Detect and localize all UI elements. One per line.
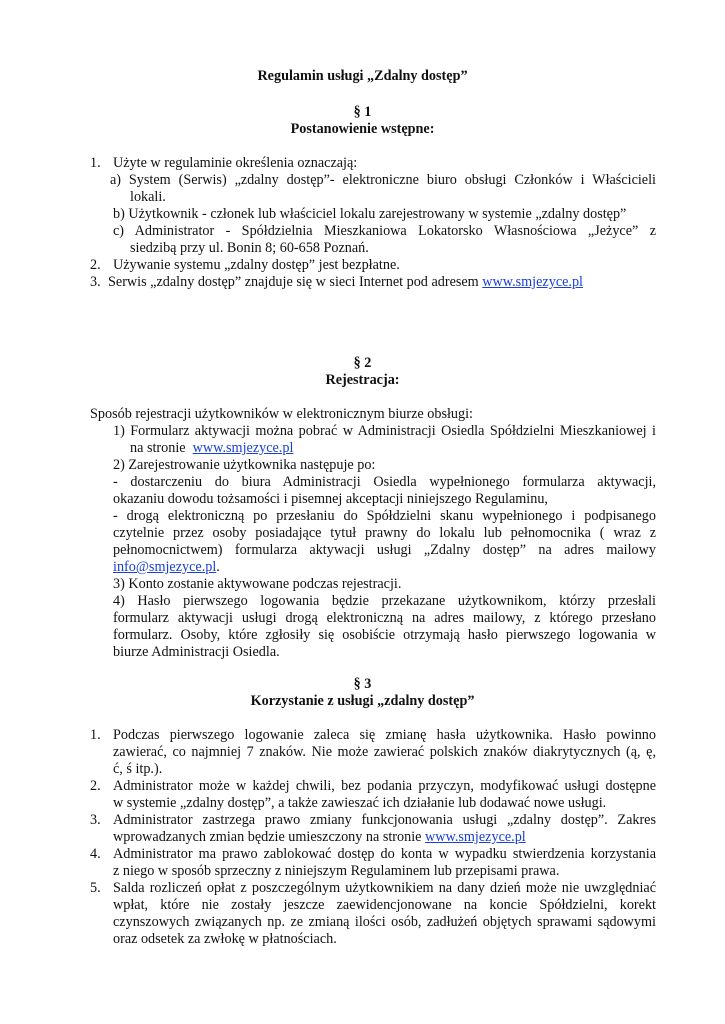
section-1-heading: Postanowienie wstępne: (290, 121, 435, 137)
website-link-changes[interactable]: www.smjezyce.pl (425, 829, 526, 845)
s2-dash-2-line-4: info@smjezyce.pl. (113, 559, 220, 575)
s3-item-3-number: 3. (90, 812, 101, 828)
s2-dash-2-line-2: czytelnie przez osoby posiadające tytuł prawny do lokalu lub pełnomocnika ( wraz z (113, 525, 656, 541)
s3-item-2-line-1: Administrator może w każdej chwili, bez podania przyczyn, modyfikować usługi dostępne (113, 778, 656, 794)
s2-dash-2-line-1: - drogą elektroniczną po przesłaniu do Spółdzielni skanu wypełnionego i podpisanego (113, 508, 656, 524)
s3-item-5-line-1: Salda rozliczeń opłat z poszczególnym użytkownikiem na dany dzień może nie uwzględniać (113, 880, 656, 896)
s1-item-1-number: 1. (90, 155, 101, 171)
s2-dash-2-line-3: pełnomocnictwem) formularza aktywacji usługi „Zdalny dostęp” na adres mailowy (113, 542, 656, 558)
s3-item-1-line-3: ć, ś itp.). (113, 761, 163, 777)
s3-item-3-text: wprowadzanych zmian będzie umieszczony na stronie (113, 829, 422, 845)
s3-item-4-number: 4. (90, 846, 101, 862)
s2-intro: Sposób rejestracji użytkowników w elektronicznym biurze obsługi: (90, 406, 473, 422)
s3-item-1-line-2: zawierać, co najmniej 7 znaków. Nie może zawierać polskich znaków diakrytycznych (ą, ę, (113, 744, 656, 760)
s1-item-c-line-2: siedzibą przy ul. Bonin 8; 60-658 Poznań. (130, 240, 369, 256)
s2-point-3: 3) Konto zostanie aktywowane podczas rejestracji. (113, 576, 402, 592)
s3-item-1-line-1: Podczas pierwszego logowanie zaleca się zmianę hasła użytkownika. Hasło powinno (113, 727, 656, 743)
section-3-sign: § 3 (353, 676, 372, 692)
s2-point-4-line-3: formularz. Osoby, które zgłosiły się osobiście otrzymają hasło pierwszego logowania w (113, 627, 656, 643)
s1-item-a-line-1: a) System (Serwis) „zdalny dostęp”- elektroniczne biuro obsługi Członków i Właścicieli (110, 172, 656, 188)
s2-dash-1-line-2: okazaniu dowodu tożsamości i pisemnej akceptacji niniejszego Regulaminu, (113, 491, 548, 507)
s1-item-a-line-2: lokali. (130, 189, 166, 205)
s2-point-1-line-1: 1) Formularz aktywacji można pobrać w Administracji Osiedla Spółdzielni Mieszkaniowej i (113, 423, 656, 439)
s1-item-2-text: Używanie systemu „zdalny dostęp” jest bezpłatne. (113, 257, 400, 273)
s2-point-4-line-2: formularz aktywacji usługi drogą elektroniczną na adres mailowy, z którego przesłano (113, 610, 656, 626)
s1-item-3-number: 3. (90, 274, 101, 290)
s3-item-5-line-2: wpłat, które nie zostały jeszcze zaewidencjonowane na koncie Spółdzielni, korekt (113, 897, 656, 913)
s1-item-c-line-1: c) Administrator - Spółdzielnia Mieszkaniowa Lokatorsko Własnościowa „Jeżyce” z (113, 223, 656, 239)
s2-point-1-line-2 (130, 440, 293, 458)
s3-item-2-line-2: w systemie „zdalny dostęp”, a także zawieszać ich działanie lub dodawać nowe usługi. (113, 795, 607, 811)
s1-item-1-text: Użyte w regulaminie określenia oznaczają: (113, 155, 358, 171)
website-link-registration[interactable]: www.smjezyce.pl (192, 440, 294, 456)
email-link[interactable]: info@smjezyce.pl (113, 559, 217, 575)
s2-point-1-text: na stronie (130, 440, 186, 456)
s2-point-4-line-1: 4) Hasło pierwszego logowania będzie przekazane użytkownikom, którzy przesłali (113, 593, 656, 609)
s3-item-2-number: 2. (90, 778, 101, 794)
s3-item-4-line-2: z niego w sposób sprzeczny z niniejszym Regulaminem lub przepisami prawa. (113, 863, 560, 879)
s3-item-5-line-4: oraz odsetek za zwłokę w płatnościach. (113, 931, 337, 947)
s1-item-b-line-1: b) Użytkownik - członek lub właściciel lokalu zarejestrowany w systemie „zdalny dostęp” (113, 206, 627, 222)
s1-item-2-number: 2. (90, 257, 101, 273)
s3-item-5-number: 5. (90, 880, 101, 896)
s3-item-5-line-3: czynszowych związanych np. ze zmianą ilości osób, zadłużeń objętych sprawami sądowymi (113, 914, 656, 930)
s2-point-4-line-4: biurze Administracji Osiedla. (113, 644, 280, 660)
section-2-sign: § 2 (353, 355, 372, 371)
s1-item-3-line (108, 274, 583, 292)
s3-item-4-line-1: Administrator ma prawo zablokować dostęp do konta w wypadku stwierdzenia korzystania (113, 846, 656, 862)
s3-item-1-number: 1. (90, 727, 101, 743)
document-title: Regulamin usługi „Zdalny dostęp” (257, 68, 468, 84)
section-2-heading: Rejestracja: (325, 372, 400, 388)
section-3-heading: Korzystanie z usługi „zdalny dostęp” (250, 693, 475, 709)
s3-item-3-line-2 (113, 829, 526, 847)
s3-item-3-line-1: Administrator zastrzega prawo zmiany funkcjonowania usługi „zdalny dostęp”. Zakres (113, 812, 656, 828)
website-link[interactable]: www.smjezyce.pl (482, 274, 583, 290)
s2-dash-1-line-1: - dostarczeniu do biura Administracji Osiedla wypełnionego formularza aktywacji, (113, 474, 656, 490)
section-1-sign: § 1 (353, 104, 372, 120)
s1-item-3-text: Serwis „zdalny dostęp” znajduje się w sieci Internet pod adresem (108, 274, 479, 290)
s2-point-2-line-1: 2) Zarejestrowanie użytkownika następuje po: (113, 457, 376, 473)
